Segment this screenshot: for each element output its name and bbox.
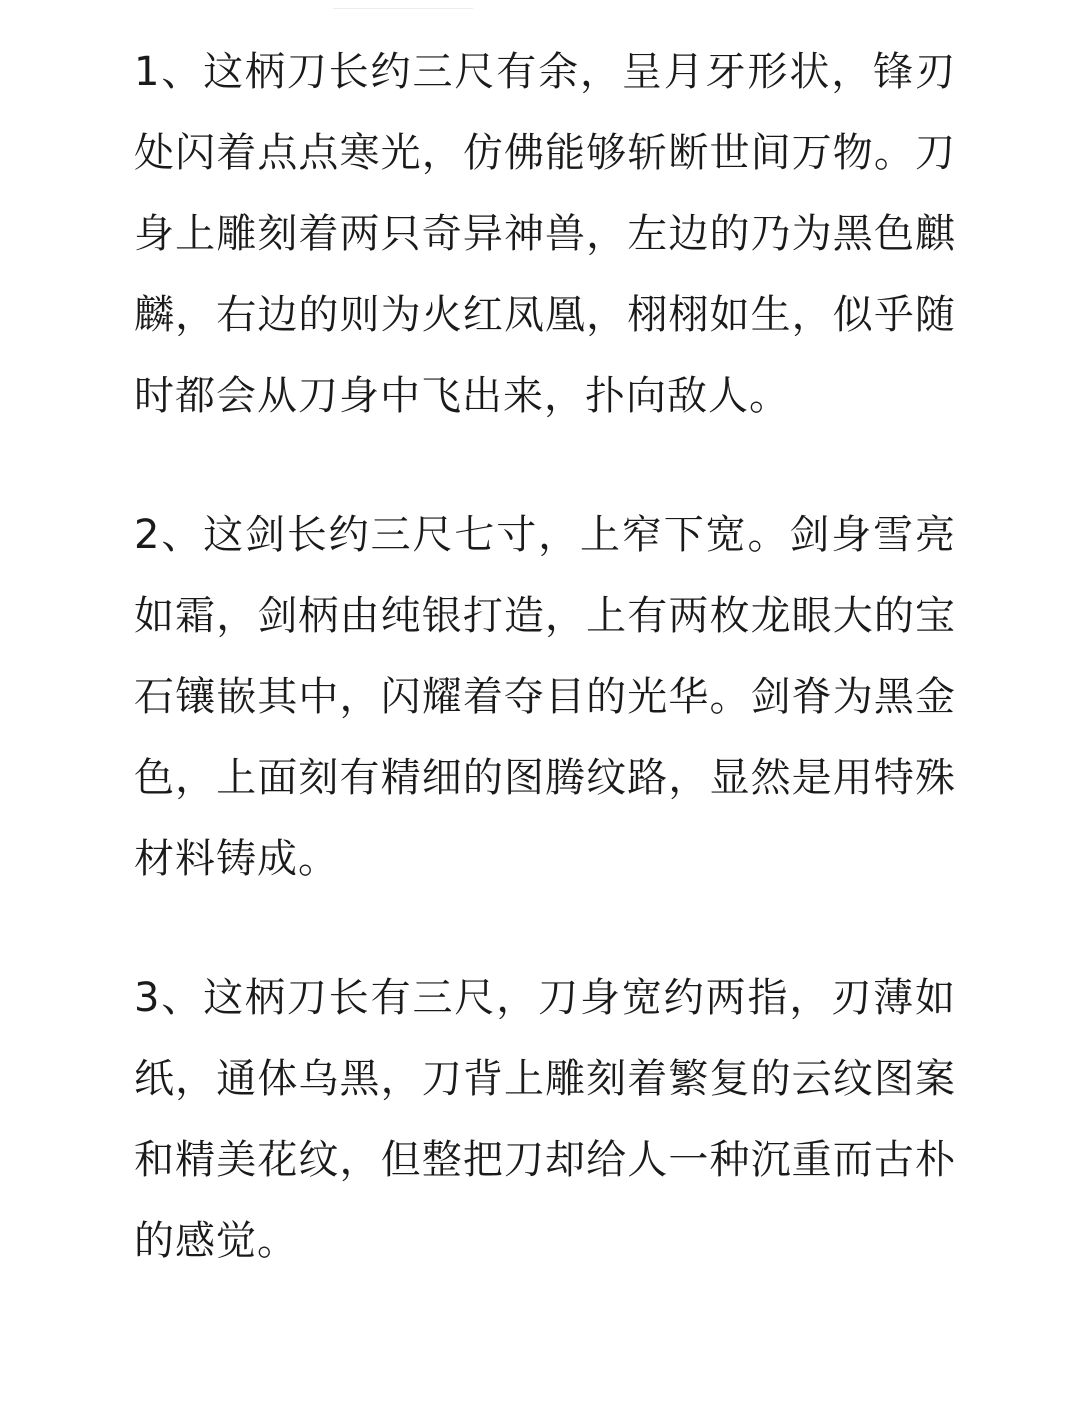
paragraph-2: 2、这剑长约三尺七寸，上窄下宽。剑身雪亮如霜，剑柄由纯银打造，上有两枚龙眼大的宝石镶嵌其中，闪耀着夺目的光华。剑脊为黑金色，上面刻有精细的图腾纹路，显然是用特殊材料铸成。 (134, 512, 956, 882)
article-body (134, 32, 956, 1282)
top-divider (333, 0, 473, 9)
paragraph-3: 3、这柄刀长有三尺，刀身宽约两指，刃薄如纸，通体乌黑，刀背上雕刻着繁复的云纹图案和精美花纹，但整把刀却给人一种沉重而古朴的感觉。 (134, 975, 956, 1264)
paragraph-1: 1、这柄刀长约三尺有余，呈月牙形状，锋刃处闪着点点寒光，仿佛能够斩断世间万物。刀身上雕刻着两只奇异神兽，左边的乃为黑色麒麟，右边的则为火红凤凰，栩栩如生，似乎随时都会从刀身中飞出来，扑向敌人。 (134, 49, 956, 419)
